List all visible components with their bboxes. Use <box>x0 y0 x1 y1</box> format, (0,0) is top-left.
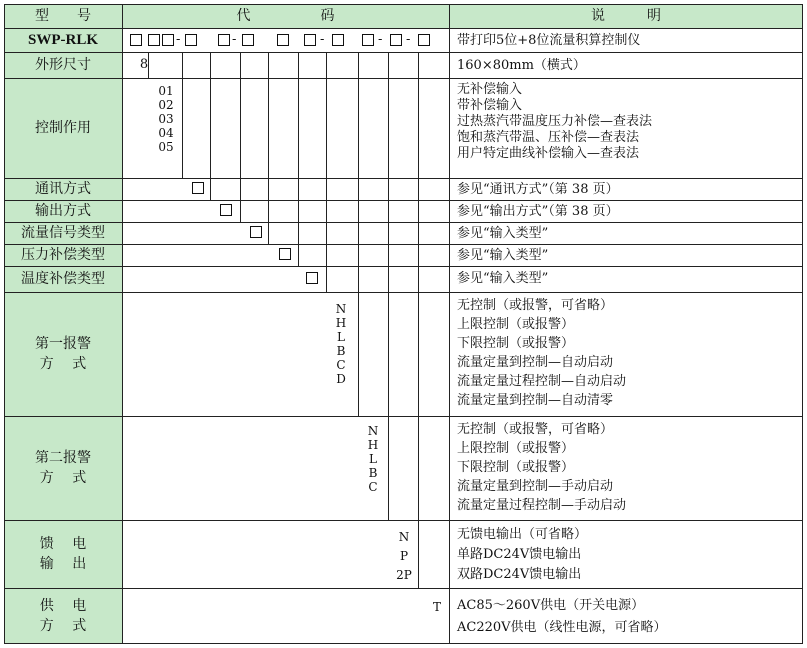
alarm2-code: L <box>369 452 377 466</box>
row-line <box>4 222 803 223</box>
comm-desc: 参见“通讯方式”（第 38 页） <box>457 182 619 197</box>
alarm2-label-line2: 方 式 <box>39 470 87 486</box>
control-desc-line: 饱和蒸汽带温、压补偿—查表法 <box>457 130 640 145</box>
alarm2-code: N <box>367 424 379 438</box>
feed-desc-line: 单路DC24V馈电输出 <box>457 547 582 562</box>
control-desc-line: 用户特定曲线补偿输入—查表法 <box>457 146 640 161</box>
feed-code: N <box>398 530 410 544</box>
feed-code: 2P <box>396 568 412 582</box>
comm-box <box>192 182 204 194</box>
alarm1-label-line1: 第一报警 <box>35 336 91 352</box>
control-desc-line: 过热蒸汽带温度压力补偿—查表法 <box>457 114 653 129</box>
size-label: 外形尺寸 <box>35 57 91 73</box>
flow-box <box>250 226 262 238</box>
control-code: 05 <box>158 140 174 154</box>
alarm1-label <box>4 292 122 416</box>
temp-box <box>306 272 318 284</box>
alarm1-desc-line: 下限控制（或报警） <box>457 336 575 351</box>
header-desc: 说 明 <box>591 8 661 24</box>
row-line <box>4 588 803 589</box>
row-line <box>4 244 803 245</box>
row-line <box>4 416 803 417</box>
code-dash: - <box>378 32 383 47</box>
model-desc: 带打印5位+8位流量积算控制仪 <box>457 33 641 48</box>
power-desc-line: AC220V供电（线性电源，可省略） <box>457 620 667 635</box>
pressure-box <box>279 248 291 260</box>
code-box <box>242 34 254 46</box>
divider-desc <box>449 4 450 644</box>
control-desc-line: 带补偿输入 <box>457 98 523 113</box>
control-code: 02 <box>158 98 174 112</box>
stair-line <box>358 52 359 416</box>
code-box <box>332 34 344 46</box>
alarm1-label-line2: 方 式 <box>39 356 87 372</box>
feed-label-line2: 输 出 <box>39 556 87 572</box>
control-desc-line: 无补偿输入 <box>457 82 523 97</box>
code-dash: - <box>176 32 181 47</box>
pressure-label: 压力补偿类型 <box>21 247 105 263</box>
code-box <box>148 34 160 46</box>
border-right <box>802 4 803 644</box>
header-code: 代 码 <box>236 8 335 24</box>
alarm2-label-line1: 第二报警 <box>35 450 91 466</box>
code-box <box>130 34 142 46</box>
code-box <box>304 34 316 46</box>
pressure-desc: 参见“输入类型” <box>457 248 549 263</box>
row-line <box>4 28 803 29</box>
code-box <box>162 34 174 46</box>
alarm1-desc-line: 流量定量过程控制—自动启动 <box>457 374 627 389</box>
power-desc-line: AC85～260V供电（开关电源） <box>457 598 645 613</box>
flow-label: 流量信号类型 <box>21 225 105 241</box>
row-line <box>4 200 803 201</box>
alarm1-code: C <box>336 358 346 372</box>
size-code: 8 <box>139 57 149 72</box>
border-bottom <box>4 643 803 644</box>
alarm2-label <box>4 416 122 520</box>
alarm1-desc-line: 上限控制（或报警） <box>457 317 575 332</box>
alarm2-desc-line: 上限控制（或报警） <box>457 441 575 456</box>
alarm1-code: L <box>337 330 345 344</box>
code-box <box>362 34 374 46</box>
power-code: T <box>432 600 441 614</box>
code-box <box>185 34 197 46</box>
alarm2-desc-line: 流量定量到控制—手动启动 <box>457 479 614 494</box>
feed-label <box>4 520 122 588</box>
flow-desc: 参见“输入类型” <box>457 226 549 241</box>
output-box <box>220 204 232 216</box>
stair-line <box>298 52 299 266</box>
alarm2-code: B <box>368 466 378 480</box>
alarm1-code: N <box>335 302 347 316</box>
power-label-line1: 供 电 <box>39 598 87 614</box>
alarm1-code: H <box>335 316 347 330</box>
stair-line <box>268 52 269 244</box>
stair-line <box>148 52 149 78</box>
alarm2-code: H <box>367 438 379 452</box>
alarm1-desc-line: 流量定量到控制—自动启动 <box>457 355 614 370</box>
alarm2-desc-line: 流量定量过程控制—手动启动 <box>457 498 627 513</box>
model-name: SWP-RLK <box>27 32 98 48</box>
alarm2-desc-line: 下限控制（或报警） <box>457 460 575 475</box>
temp-desc: 参见“输入类型” <box>457 271 549 286</box>
code-dash: - <box>320 32 325 47</box>
row-line <box>4 52 803 53</box>
stair-line <box>418 52 419 588</box>
power-label <box>4 588 122 644</box>
stair-line <box>210 52 211 200</box>
row-line <box>4 266 803 267</box>
code-box <box>277 34 289 46</box>
row-line <box>4 520 803 521</box>
divider-label <box>122 4 123 644</box>
row-line <box>4 178 803 179</box>
code-box <box>218 34 230 46</box>
code-dash: - <box>406 32 411 47</box>
alarm1-code: B <box>336 344 346 358</box>
control-code: 04 <box>158 126 174 140</box>
control-label: 控制作用 <box>35 120 91 136</box>
row-line <box>4 292 803 293</box>
alarm1-desc-line: 流量定量到控制—自动清零 <box>457 393 614 408</box>
alarm1-code: D <box>336 372 346 386</box>
code-dash: - <box>232 32 237 47</box>
stair-line <box>182 52 183 178</box>
alarm2-desc-line: 无控制（或报警，可省略） <box>457 422 614 437</box>
output-desc: 参见“输出方式”（第 38 页） <box>457 204 619 219</box>
feed-code: P <box>399 549 409 563</box>
control-code: 01 <box>158 84 174 98</box>
stair-line <box>388 52 389 520</box>
feed-desc-line: 双路DC24V馈电输出 <box>457 567 582 582</box>
model-selection-table <box>4 4 803 644</box>
border-top <box>4 4 803 5</box>
feed-desc-line: 无馈电输出（可省略） <box>457 527 588 542</box>
power-label-line2: 方 式 <box>39 618 87 634</box>
alarm2-code: C <box>368 480 378 494</box>
feed-label-line1: 馈 电 <box>39 536 87 552</box>
temp-label: 温度补偿类型 <box>21 271 105 287</box>
border-left <box>4 4 5 644</box>
size-desc: 160×80mm（横式） <box>457 58 586 73</box>
output-label: 输出方式 <box>35 203 91 219</box>
row-line <box>4 78 803 79</box>
stair-line <box>240 52 241 222</box>
header-model: 型 号 <box>35 8 91 24</box>
code-box <box>390 34 402 46</box>
alarm1-desc-line: 无控制（或报警，可省略） <box>457 298 614 313</box>
control-code: 03 <box>158 112 174 126</box>
code-box <box>418 34 430 46</box>
stair-line <box>326 52 327 292</box>
comm-label: 通讯方式 <box>35 181 91 197</box>
